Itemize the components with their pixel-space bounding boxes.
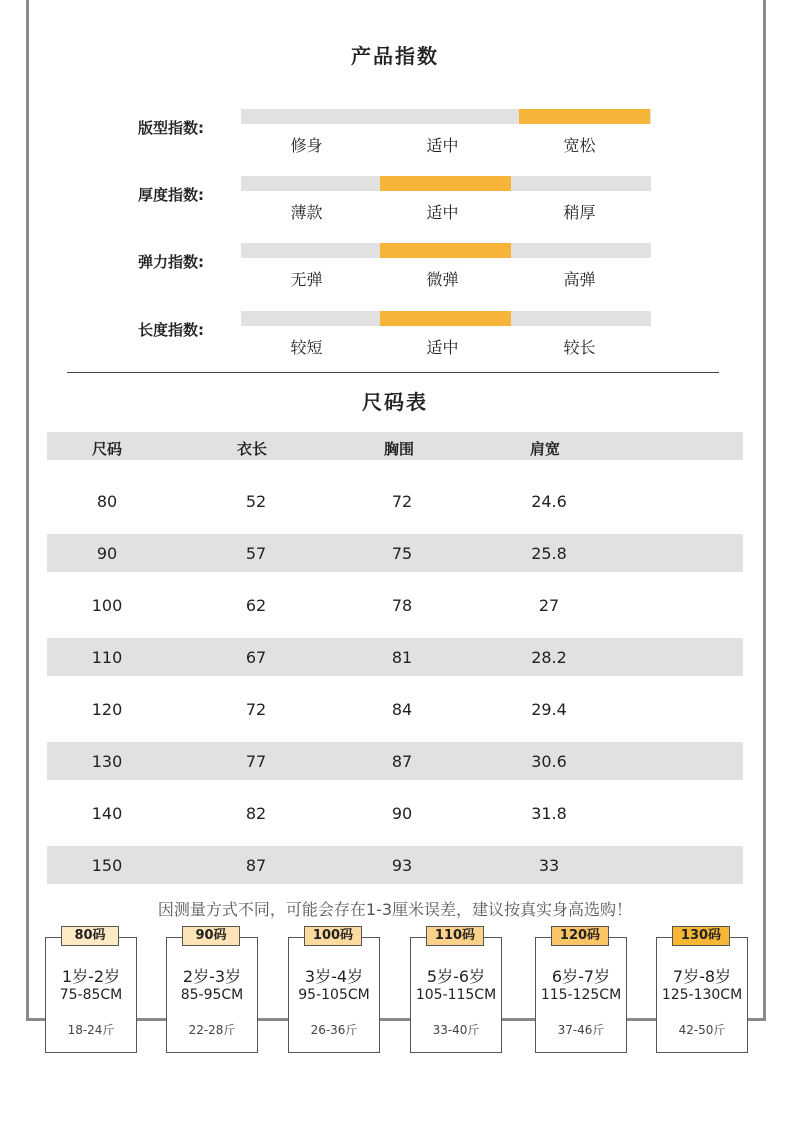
weight-range: 22-28斤 <box>188 1023 236 1037</box>
header-length: 衣长 <box>237 440 268 458</box>
table-cell: 72 <box>391 492 413 511</box>
table-cell: 150 <box>91 856 123 875</box>
size-badge: 120码 <box>551 926 609 946</box>
table-cell: 75 <box>391 544 413 563</box>
size-table-header <box>47 432 743 460</box>
index-option: 无弹 <box>290 270 323 289</box>
table-row <box>47 846 743 884</box>
age-range: 7岁-8岁 <box>672 967 732 986</box>
height-range: 85-95CM <box>180 987 244 1003</box>
index-option: 适中 <box>426 136 459 155</box>
index-scale-bar <box>241 243 651 258</box>
size-badge: 90码 <box>182 926 240 946</box>
table-cell: 30.6 <box>531 752 567 771</box>
index-scale-bar <box>241 109 651 124</box>
index-option: 修身 <box>290 136 323 155</box>
table-cell: 28.2 <box>531 648 567 667</box>
weight-range: 26-36斤 <box>310 1023 358 1037</box>
table-row <box>47 690 743 728</box>
size-badge: 100码 <box>304 926 362 946</box>
header-shoulder: 肩宽 <box>530 440 561 458</box>
table-cell: 110 <box>91 648 123 667</box>
table-cell: 77 <box>245 752 267 771</box>
index-scale-bar <box>241 176 651 191</box>
header-size: 尺码 <box>92 440 123 458</box>
size-card <box>410 928 502 1053</box>
table-cell: 93 <box>391 856 413 875</box>
age-range: 1岁-2岁 <box>61 967 121 986</box>
size-card <box>45 928 137 1053</box>
index-label: 版型指数: <box>138 119 204 137</box>
size-badge: 80码 <box>61 926 119 946</box>
table-cell: 78 <box>391 596 413 615</box>
weight-range: 37-46斤 <box>557 1023 605 1037</box>
table-cell: 82 <box>245 804 267 823</box>
table-row <box>47 586 743 624</box>
size-badge: 110码 <box>426 926 484 946</box>
table-cell: 87 <box>391 752 413 771</box>
table-cell: 33 <box>538 856 560 875</box>
size-card <box>288 928 380 1053</box>
table-cell: 31.8 <box>531 804 567 823</box>
table-cell: 72 <box>245 700 267 719</box>
table-cell: 52 <box>245 492 267 511</box>
index-option: 较长 <box>563 338 596 357</box>
height-range: 105-115CM <box>415 987 497 1003</box>
product-index-title: 产品指数 <box>351 44 439 68</box>
age-range: 3岁-4岁 <box>304 967 364 986</box>
table-cell: 100 <box>91 596 123 615</box>
table-cell: 57 <box>245 544 267 563</box>
table-cell: 25.8 <box>531 544 567 563</box>
table-cell: 27 <box>538 596 560 615</box>
table-cell: 130 <box>91 752 123 771</box>
table-row <box>47 638 743 676</box>
header-chest: 胸围 <box>384 440 415 458</box>
table-cell: 29.4 <box>531 700 567 719</box>
table-cell: 90 <box>391 804 413 823</box>
table-row <box>47 742 743 780</box>
index-label: 长度指数: <box>138 321 204 339</box>
table-cell: 84 <box>391 700 413 719</box>
age-range: 5岁-6岁 <box>426 967 486 986</box>
weight-range: 42-50斤 <box>678 1023 726 1037</box>
table-cell: 67 <box>245 648 267 667</box>
table-cell: 90 <box>96 544 118 563</box>
table-row <box>47 534 743 572</box>
index-option: 稍厚 <box>563 203 596 222</box>
frame-bottom-border <box>26 1018 766 1021</box>
frame-left-border <box>26 0 29 1021</box>
table-cell: 81 <box>391 648 413 667</box>
index-option: 较短 <box>290 338 323 357</box>
index-option: 宽松 <box>563 136 596 155</box>
weight-range: 18-24斤 <box>67 1023 115 1037</box>
table-cell: 62 <box>245 596 267 615</box>
index-label: 弹力指数: <box>138 253 204 271</box>
table-cell: 140 <box>91 804 123 823</box>
frame-right-border <box>763 0 766 1021</box>
weight-range: 33-40斤 <box>432 1023 480 1037</box>
size-card <box>535 928 627 1053</box>
index-option: 微弹 <box>426 270 459 289</box>
size-card <box>166 928 258 1053</box>
age-range: 2岁-3岁 <box>182 967 242 986</box>
index-label: 厚度指数: <box>138 186 204 204</box>
height-range: 75-85CM <box>59 987 123 1003</box>
index-option: 适中 <box>426 338 459 357</box>
index-scale-bar <box>241 311 651 326</box>
measurement-note: 因测量方式不同，可能会存在1-3厘米误差，建议按真实身高选购！ <box>157 900 633 919</box>
table-cell: 87 <box>245 856 267 875</box>
index-option: 高弹 <box>563 270 596 289</box>
height-range: 125-130CM <box>661 987 743 1003</box>
index-selected-segment <box>519 109 650 124</box>
size-card <box>656 928 748 1053</box>
table-cell: 24.6 <box>531 492 567 511</box>
index-option: 适中 <box>426 203 459 222</box>
table-row <box>47 794 743 832</box>
index-option: 薄款 <box>290 203 323 222</box>
table-cell: 120 <box>91 700 123 719</box>
age-range: 6岁-7岁 <box>551 967 611 986</box>
index-selected-segment <box>380 243 511 258</box>
height-range: 115-125CM <box>540 987 622 1003</box>
height-range: 95-105CM <box>298 987 370 1003</box>
table-row <box>47 482 743 520</box>
size-table-title: 尺码表 <box>362 390 428 414</box>
index-selected-segment <box>380 311 511 326</box>
index-selected-segment <box>380 176 511 191</box>
table-cell: 80 <box>96 492 118 511</box>
size-badge: 130码 <box>672 926 730 946</box>
section-divider <box>67 372 719 373</box>
